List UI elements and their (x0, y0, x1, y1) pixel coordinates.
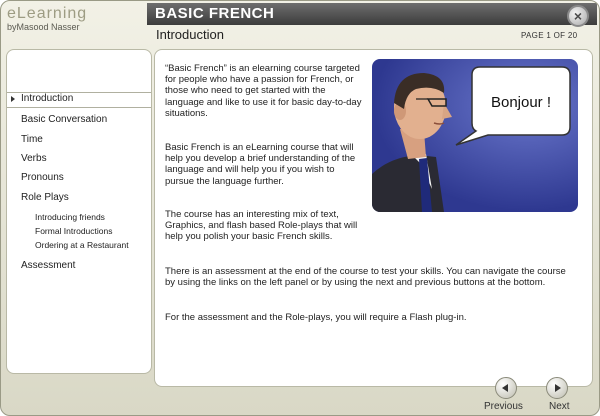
sidebar-item-label: Introduction (21, 93, 74, 104)
arrow-left-icon (502, 384, 508, 392)
section-title: Introduction (156, 27, 224, 42)
sidebar-item-label: Role Plays (21, 192, 69, 203)
speech-bubble-text: Bonjour ! (490, 94, 552, 111)
illustration-businessman (372, 59, 578, 212)
content-panel (154, 49, 593, 387)
brand-logo (7, 5, 87, 32)
sidebar-item-label: Introducing friends (35, 212, 105, 222)
suit-shape (372, 155, 444, 212)
previous-button[interactable] (495, 377, 517, 399)
paragraph-4: There is an assessment at the end of the course to test your skills. You can navigate the course by using the links on the left panel or by using the next and previous buttons at the bottom. (165, 266, 566, 289)
paragraph-5: For the assessment and the Role-plays, you will require a Flash plug-in. (165, 312, 467, 323)
page-indicator: PAGE 1 OF 20 (521, 31, 578, 40)
next-button[interactable] (546, 377, 568, 399)
header-bar (147, 3, 597, 25)
brand-name: eLearning (7, 5, 88, 22)
close-icon: × (573, 8, 583, 24)
brand-author: byMasood Nasser (7, 22, 80, 32)
sidebar-item-label: Time (21, 134, 43, 145)
sidebar-item-label: Assessment (21, 260, 76, 271)
sidebar-item-label: Verbs (21, 153, 47, 164)
sidebar-item-introduction[interactable] (7, 92, 151, 108)
active-arrow-icon (11, 96, 15, 102)
paragraph-3: The course has an interesting mix of text, Graphics, and flash based Role-plays that will help you polish your basic French skills. (165, 209, 358, 243)
sidebar-nav (6, 49, 152, 374)
sidebar-item-label: Formal Introductions (35, 226, 113, 236)
sidebar-item-label: Ordering at a Restaurant (35, 240, 129, 250)
next-label[interactable]: Next (549, 401, 570, 412)
paragraph-1: “Basic French” is an elearning course targeted for people who have a passion for French, or those who need to get started with the language and like to use it for basic day-to-day situations. (165, 63, 362, 119)
close-button[interactable] (567, 5, 589, 27)
businessman-speech-illustration (372, 59, 578, 212)
sidebar-item-label: Pronouns (21, 172, 64, 183)
course-title: BASIC FRENCH (155, 5, 275, 22)
arrow-right-icon (555, 384, 561, 392)
previous-label[interactable]: Previous (484, 401, 523, 412)
sidebar-item-label: Basic Conversation (21, 114, 108, 125)
paragraph-2: Basic French is an eLearning course that will help you develop a brief understanding of the language and will help you if you wish to pursue the language further. (165, 142, 356, 187)
